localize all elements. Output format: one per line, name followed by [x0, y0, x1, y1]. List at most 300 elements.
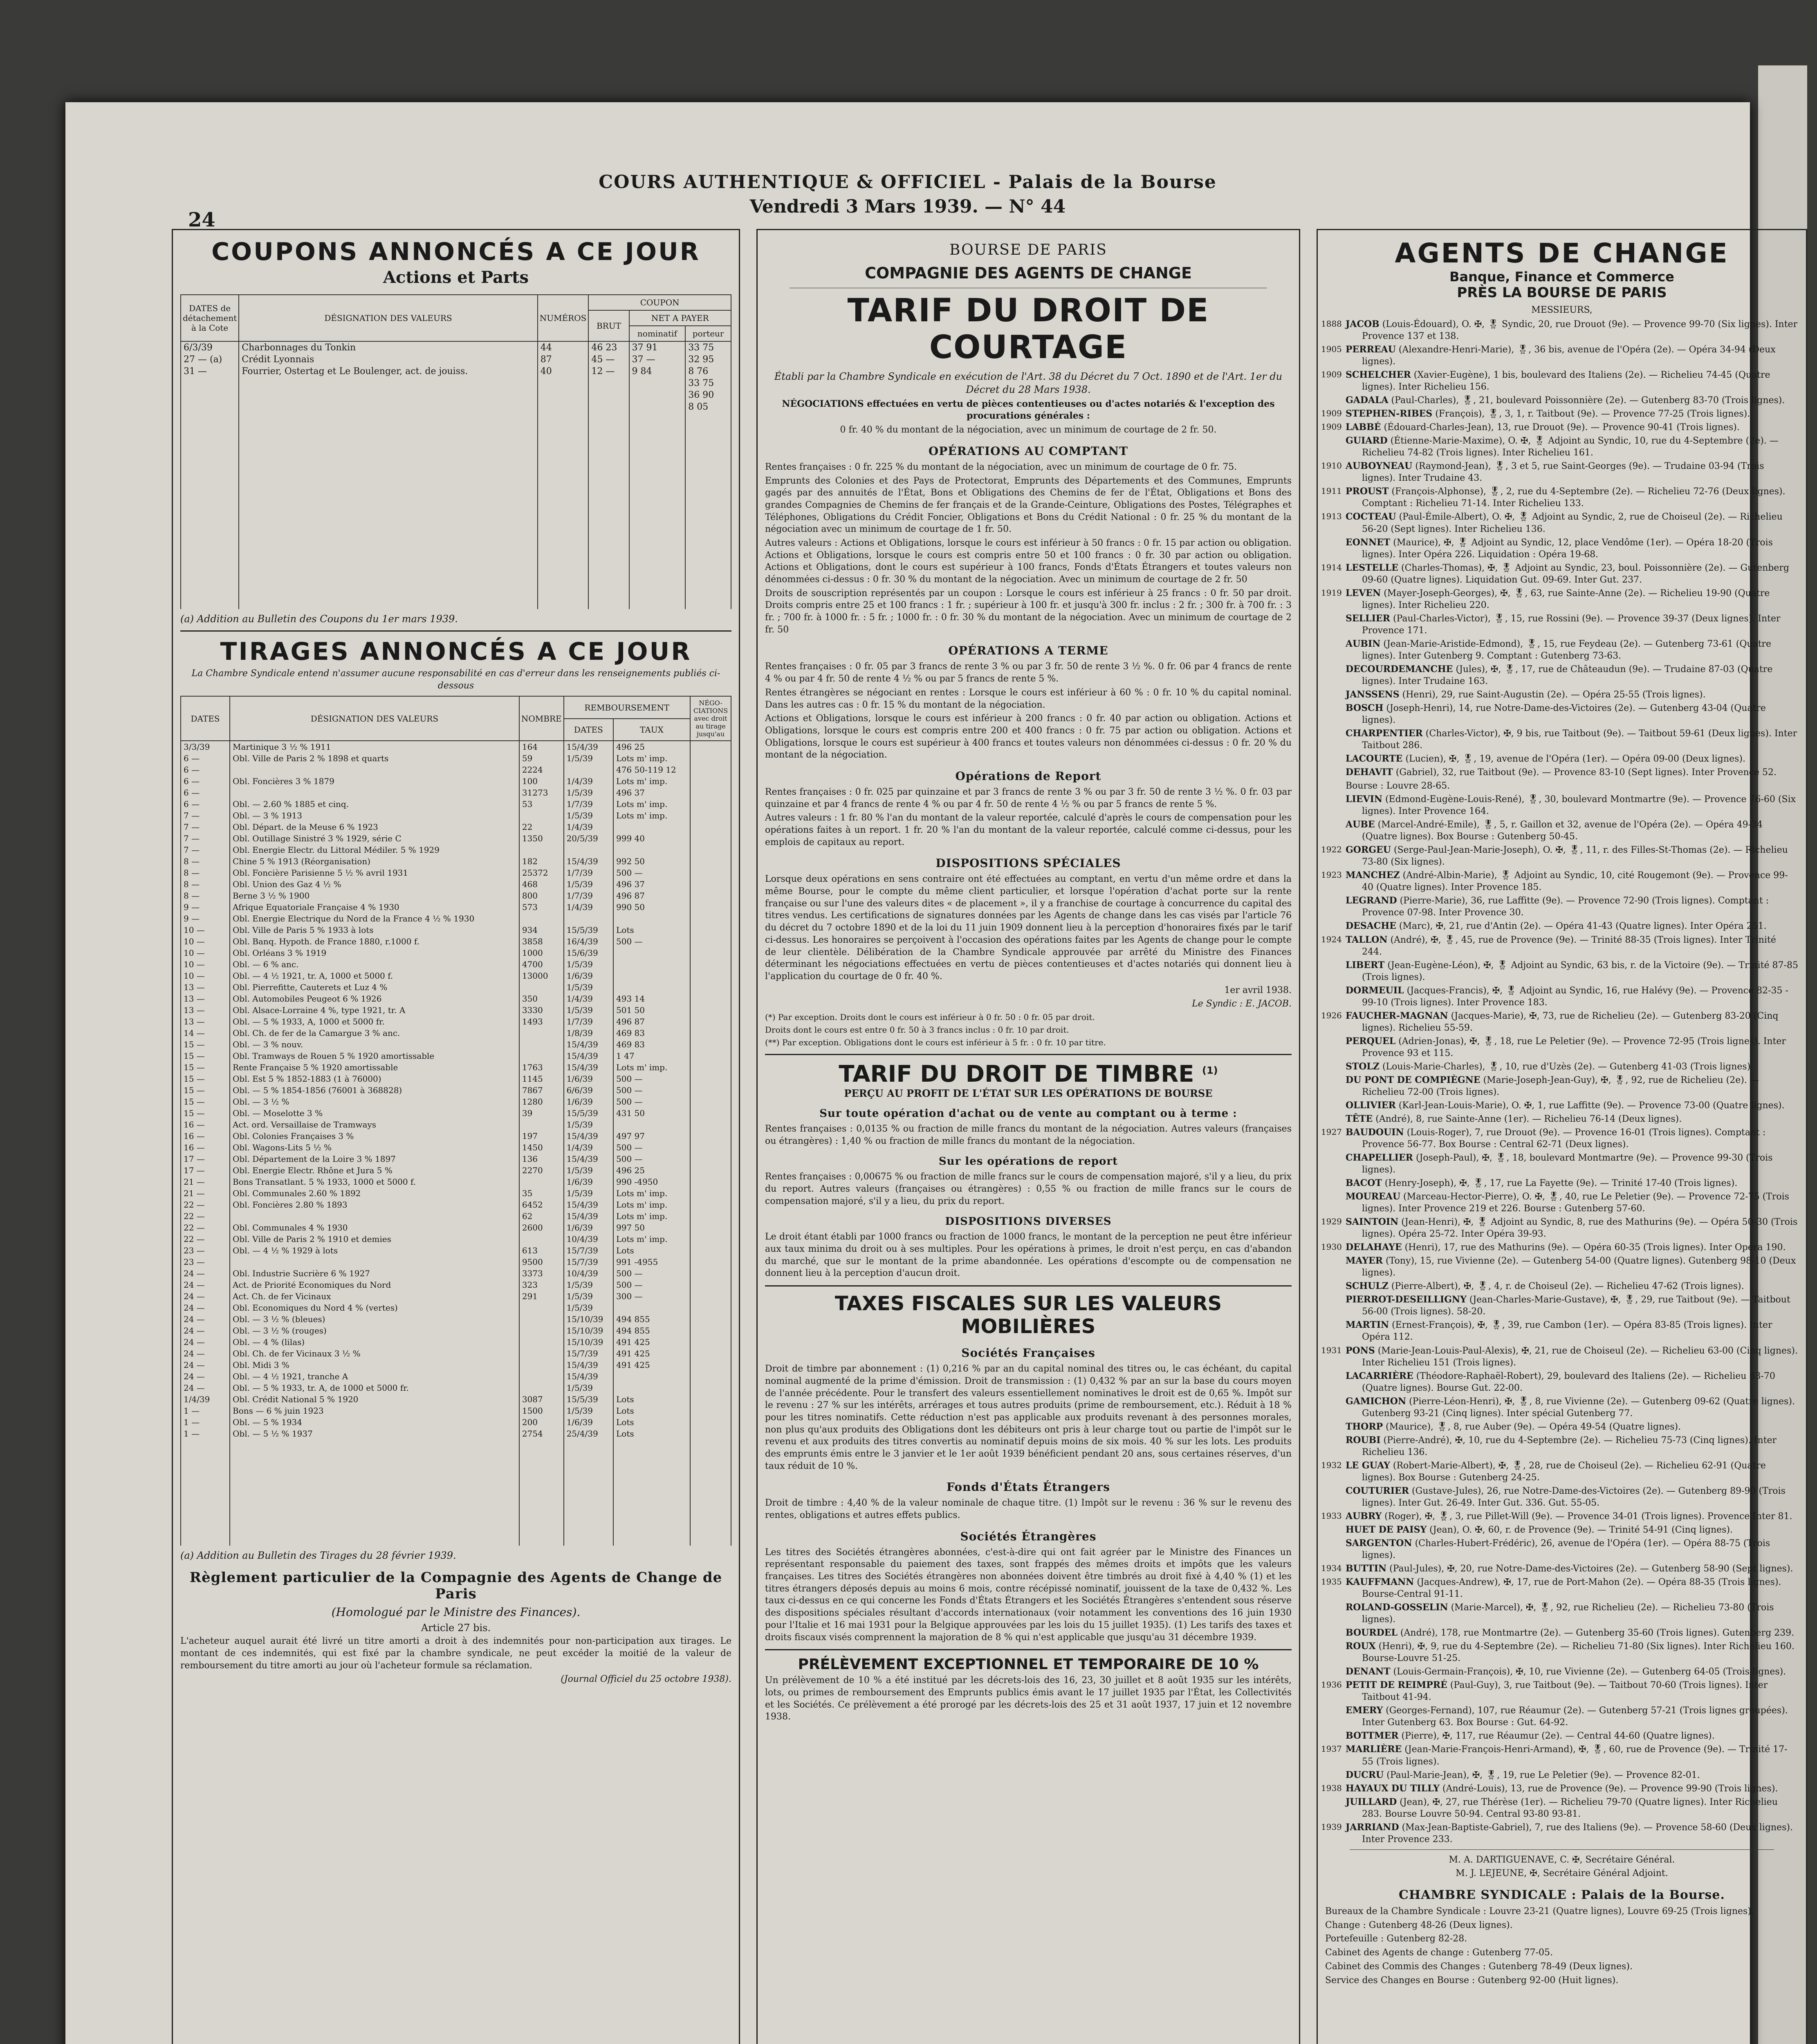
table-row — [181, 365, 731, 377]
agent-detail: (Paul-Charles), 🎖, 21, boulevard Poissonnière (2e). — Gutenberg 83-70 (Trois lignes). — [1391, 395, 1785, 406]
agent-detail: (Pierre-Léon-Henri), ✠, 🎖, 8, rue Vivienne (2e). — Gutenberg 09-62 (Quatre lignes). Gutenberg 93-21 (Cinq lignes). Inter spécial Gutenberg 77. — [1362, 1396, 1795, 1419]
table-row — [181, 1268, 731, 1279]
chambre-line-5: Cabinet des Commis des Changes : Gutenberg 78-49 (Deux lignes). — [1325, 1961, 1633, 1972]
tirage-name: Obl. — 4 ½ 1921, tranche A — [230, 1371, 519, 1382]
agent-detail: (Tony), 15, rue Vivienne (2e). — Gutenberg 54-00 (Quatre lignes). Gutenberg 98-10 (Deux lignes). — [1362, 1256, 1796, 1278]
list-item — [1333, 753, 1799, 765]
tirage-taux: Lots m' imp. — [613, 1233, 690, 1245]
tirage-taux: 990 -4950 — [613, 1176, 690, 1188]
agent-year: 1905 — [1321, 344, 1342, 354]
agent-detail: (Georges-Fernand), 107, rue Réaumur (2e). — Gutenberg 57-21 (Trois lignes groupées). Inter Gutenberg 63. Box Bourse : Gut. 64-92. — [1362, 1706, 1788, 1728]
table-row — [181, 1016, 731, 1027]
table-row — [181, 833, 731, 844]
timbre-text2: Rentes françaises : 0,00675 % ou fraction de mille francs sur le cours de compensation majoré, s'il y a lieu, du prix du report. Autres valeurs (françaises ou étrangères) : 0,55 % ou fraction de mille francs sur le cours de compensation majoré, s'il y a lieu, du prix du report. — [765, 1172, 1292, 1206]
tirage-nombre — [519, 1371, 564, 1382]
list-item — [1333, 663, 1799, 687]
tirage-nombre — [519, 1348, 564, 1359]
agent-detail: (Raymond-Jean), 🎖, 3 et 5, rue Saint-Georges (9e). — Trudaine 03-94 (Trois lignes). Inter Trudaine 43. — [1362, 461, 1764, 484]
agent-detail: (Max-Jean-Baptiste-Gabriel), 7, rue des Italiens (9e). — Provence 58-60 (Deux lignes). Inter Provence 233. — [1362, 1822, 1793, 1845]
tirage-remb-date: 15/5/39 — [564, 1394, 613, 1405]
list-item — [1321, 562, 1799, 586]
tirage-date: 1 — — [181, 1416, 230, 1428]
tirage-nombre: 100 — [519, 775, 564, 787]
coupons-col-brut: BRUT — [588, 310, 629, 341]
tirage-remb-date: 15/10/39 — [564, 1325, 613, 1336]
tirage-name: Act. de Priorité Economiques du Nord — [230, 1279, 519, 1291]
agent-name: OLLIVIER — [1346, 1100, 1396, 1111]
list-item — [1333, 1280, 1799, 1292]
tirage-date: 1 — — [181, 1428, 230, 1439]
agent-year: 1919 — [1321, 587, 1342, 598]
tirage-nombre: 200 — [519, 1416, 564, 1428]
tirage-date: 15 — — [181, 1073, 230, 1085]
tirage-name — [230, 787, 519, 798]
list-item — [1321, 1010, 1799, 1034]
agent-detail: Bourse : Louvre 28-65. — [1346, 781, 1450, 791]
agent-name: AUBE — [1346, 819, 1375, 830]
courtage-signed-by: Le Syndic : E. JACOB. — [1192, 999, 1292, 1009]
tirage-date: 16 — — [181, 1130, 230, 1142]
tirage-date: 8 — — [181, 890, 230, 901]
agent-year: 1927 — [1321, 1127, 1342, 1137]
coupon-nominatif: 37 91 — [629, 341, 686, 354]
courtage-footnote-1: (*) Par exception. Droits dont le cours est inférieur à 0 fr. 50 : 0 fr. 05 par droit. — [765, 1012, 1095, 1022]
list-item — [1333, 638, 1799, 662]
tirage-name: Obl. Communales 2.60 % 1892 — [230, 1188, 519, 1199]
page-header-title: COURS AUTHENTIQUE & OFFICIEL - Palais de la Bourse — [599, 172, 1217, 193]
chambre-line-4: Cabinet des Agents de change : Gutenberg 77-05. — [1325, 1948, 1553, 1958]
agent-detail: (Henri), ✠, 9, rue du 4-Septembre (2e). — Richelieu 71-80 (Six lignes). Inter Richelieu 160. Bourse-Louvre 51-25. — [1362, 1641, 1795, 1664]
table-row — [181, 1222, 731, 1233]
agent-name: PERREAU — [1346, 344, 1396, 355]
list-item — [1321, 587, 1799, 611]
taxes-sec-soc: Sociétés Étrangères — [960, 1529, 1097, 1543]
agent-detail: (Édouard-Charles-Jean), 13, rue Drouot (9e). — Provence 90-41 (Trois lignes). — [1384, 422, 1740, 433]
tirage-remb-date: 15/7/39 — [564, 1256, 613, 1268]
tirage-remb-date: 1/6/39 — [564, 1222, 613, 1233]
tirage-taux: 491 425 — [613, 1336, 690, 1348]
agent-year: 1938 — [1321, 1783, 1342, 1793]
table-row — [181, 1096, 731, 1107]
agent-name: SCHULZ — [1346, 1281, 1389, 1292]
tirage-nombre: 3373 — [519, 1268, 564, 1279]
agent-name: LIEVIN — [1346, 794, 1382, 805]
tirage-date: 14 — — [181, 1027, 230, 1039]
courtage-report-2: Autres valeurs : 1 fr. 80 % l'an du montant de la valeur reportée, calculé d'après le cours de compensation pour les opérations faites à un report. 1 fr. 20 % l'an du montant de la valeur reportée, calculé comme ci-dessus, pour les emplois de capitaux au report. — [765, 813, 1292, 847]
secretary-2: M. J. LEJEUNE, ✠, Secrétaire Général Adjoint. — [1456, 1868, 1668, 1879]
tirage-remb-date: 15/4/39 — [564, 1371, 613, 1382]
list-item — [1333, 1191, 1799, 1215]
list-item — [1333, 689, 1799, 701]
agent-name: DENANT — [1346, 1666, 1391, 1677]
list-item — [1321, 844, 1799, 868]
agent-detail: (Paul-Jules), ✠, 20, rue Notre-Dame-des-Victoires (2e). — Gutenberg 58-90 (Sept lignes). — [1389, 1564, 1793, 1574]
agent-name: DORMEUIL — [1346, 985, 1404, 996]
agent-name: LESTELLE — [1346, 562, 1398, 573]
taxes-etr-text: Droit de timbre : 4,40 % de la valeur nominale de chaque titre. (1) Impôt sur le revenu : 36 % sur le revenu des rentes, obligations et autres effets publics. — [765, 1498, 1292, 1521]
tirage-date: 6 — — [181, 753, 230, 764]
table-row — [181, 924, 731, 936]
agent-name: AUBOYNEAU — [1346, 461, 1413, 472]
tirage-nombre: 9500 — [519, 1256, 564, 1268]
tirage-nombre — [519, 1176, 564, 1188]
courtage-sec-terme: OPÉRATIONS A TERME — [948, 644, 1108, 658]
agent-name: JACOB — [1346, 319, 1380, 329]
coupon-name: Charbonnages du Tonkin — [239, 341, 538, 354]
bourse-heading: BOURSE DE PARIS — [949, 242, 1107, 258]
agent-detail: (Gabriel), 32, rue Taitbout (9e). — Provence 83-10 (Sept lignes). Inter Provence 52. — [1395, 767, 1777, 778]
agent-name: PERQUEL — [1346, 1035, 1396, 1047]
agent-detail: (Marie-Marcel), ✠, 🎖, 92, rue Richelieu (2e). — Richelieu 73-80 (Trois lignes). — [1362, 1602, 1774, 1625]
tirage-nombre — [519, 1359, 564, 1371]
tirage-date: 22 — — [181, 1233, 230, 1245]
tirage-taux: 991 -4955 — [613, 1256, 690, 1268]
list-item — [1333, 1100, 1799, 1112]
tirage-nombre: 59 — [519, 753, 564, 764]
tirage-nombre: 2270 — [519, 1165, 564, 1176]
timbre-sec1: Sur toute opération d'achat ou de vente au comptant ou à terme : — [819, 1107, 1237, 1120]
tirages-col-remb-dates: DATES — [564, 719, 613, 741]
agent-detail: (Henry-Joseph), ✠, 🎖, 17, rue La Fayette (9e). — Trinité 17-40 (Trois lignes). — [1384, 1178, 1738, 1189]
tirages-col-nombre: NOMBRE — [519, 696, 564, 741]
agent-name: DELAHAYE — [1346, 1242, 1402, 1253]
tirage-remb-date: 10/4/39 — [564, 1268, 613, 1279]
tirage-name: Obl. Foncières 2.80 % 1893 — [230, 1199, 519, 1210]
tirage-nombre — [519, 844, 564, 856]
tirage-taux: Lots m' imp. — [613, 1188, 690, 1199]
tirage-date: 10 — — [181, 936, 230, 947]
tirage-date: 23 — — [181, 1245, 230, 1256]
column-agents — [1317, 229, 1807, 2044]
tirage-name: Obl. Outillage Sinistré 3 % 1929, série C — [230, 833, 519, 844]
chambre-line-3: Portefeuille : Gutenberg 82-28. — [1325, 1934, 1467, 1944]
agent-name: JANSSENS — [1346, 689, 1400, 700]
tirage-remb-date: 15/7/39 — [564, 1245, 613, 1256]
tirage-nombre: 2754 — [519, 1428, 564, 1439]
tirage-taux: 469 83 — [613, 1039, 690, 1050]
tirage-name: Chine 5 % 1913 (Réorganisation) — [230, 856, 519, 867]
reglement-text: L'acheteur auquel aurait été livré un titre amorti a droit à des indemnités pour non-participation aux tirages. Le montant de ces indemnités, qui est fixé par la chambre syndicale, ne peut excéder la moitié de la valeur de remboursement du titre amorti au jour où l'acheteur formule sa réclamation. — [180, 1636, 731, 1671]
list-item — [1321, 511, 1799, 535]
table-row — [181, 901, 731, 913]
tirage-date: 7 — — [181, 821, 230, 833]
tirage-name: Obl. — 4 % (lilas) — [230, 1336, 519, 1348]
tirage-date: 24 — — [181, 1348, 230, 1359]
table-row — [181, 401, 731, 413]
tirage-name: Obl. Automobiles Peugeot 6 % 1926 — [230, 993, 519, 1004]
chambre-line-6: Service des Changes en Bourse : Gutenberg 92-00 (Huit lignes). — [1325, 1975, 1619, 1986]
tirage-nombre — [519, 1039, 564, 1050]
tirage-remb-date: 15/7/39 — [564, 1348, 613, 1359]
tirage-taux — [613, 959, 690, 970]
tirage-remb-date: 1/6/39 — [564, 1416, 613, 1428]
courtage-report-1: Rentes françaises : 0 fr. 025 par quinzaine et par 3 francs de rente 3 % ou par 3 fr. 50 de rente 3 ½ %. 0 fr. 03 par quinzaine et par 4 francs de rente 4 % ou par 4 fr. 50 de rente 4 ½ % ou par 5 francs de rente 5 %. — [765, 787, 1292, 809]
table-row — [181, 1050, 731, 1062]
tirage-taux: Lots m' imp. — [613, 798, 690, 810]
tirage-taux: 990 50 — [613, 901, 690, 913]
tirage-name: Obl. — 3 % 1913 — [230, 810, 519, 821]
tirage-remb-date: 15/6/39 — [564, 947, 613, 959]
tirage-remb-date: 1/5/39 — [564, 1279, 613, 1291]
courtage-nego-text: 0 fr. 40 % du montant de la négociation, avec un minimum de courtage de 2 fr. 50. — [840, 425, 1217, 435]
agent-name: GAMICHON — [1346, 1396, 1406, 1407]
tirages-disclaimer: La Chambre Syndicale entend n'assumer aucune responsabilité en cas d'erreur dans les renseignements publiés ci-dessous — [191, 668, 720, 691]
list-item — [1333, 1666, 1799, 1678]
agent-name: TALLON — [1346, 934, 1388, 945]
list-item — [1321, 408, 1799, 420]
tirage-remb-date: 1/5/39 — [564, 959, 613, 970]
courtage-dispo-text: Lorsque deux opérations en sens contraire ont été effectuées au comptant, en vertu d'un même ordre et dans la même Bourse, pour le compte du même client particulier, et lorsque l'opération d'achat porte sur la rente française ou sur l'une des valeurs dites « de placement », il y a franchise de courtage à concurrence du capital des titres vendus. Les certifications de signatures données par les Agents de change dans les cas visés par l'article 76 du décret du 7 octobre 1890 et de la loi du 11 juin 1909 donnent lieu à la perception d'honoraires fixés par le tarif ci-dessus. Les honoraires se perçoivent à l'occasion des opérations faites par les Agents de change pour le compte de leur clientèle. Délibération de la Chambre Syndicale approuvée par arrêté du Ministre des Finances déterminant les négociations effectuées en vertu de pièces contentieuses et d'actes notariés qui donnent lieu à l'application du courtage de 0 fr. 40 %. — [765, 874, 1292, 982]
table-row — [181, 1371, 731, 1382]
table-row — [181, 1416, 731, 1428]
agent-detail: (Marie-Joseph-Jean-Guy), ✠, 🎖, 92, rue de Richelieu (2e). — Richelieu 72-00 (Trois lignes). — [1362, 1075, 1759, 1097]
courtage-comptant-1: Rentes françaises : 0 fr. 225 % du montant de la négociation, avec un minimum de courtage de 0 fr. 75. — [765, 462, 1237, 472]
tirage-name: Obl. Foncière Parisienne 5 ½ % avril 1931 — [230, 867, 519, 879]
table-row — [181, 1359, 731, 1371]
list-item — [1321, 460, 1799, 484]
tirage-remb-date: 10/4/39 — [564, 1233, 613, 1245]
agent-detail: (Jules), ✠, 🎖, 17, rue de Châteaudun (9e). — Trudaine 87-03 (Quatre lignes). Inter Trudaine 163. — [1362, 664, 1773, 686]
column-tarifs — [756, 229, 1300, 2044]
prelevement-title: PRÉLÈVEMENT EXCEPTIONNEL ET TEMPORAIRE DE 10 % — [798, 1656, 1259, 1673]
coupon-num: 40 — [538, 365, 589, 377]
agent-name: MANCHEZ — [1346, 870, 1400, 881]
tirage-taux: 496 25 — [613, 741, 690, 753]
tirage-name: Obl. Colonies Françaises 3 % — [230, 1130, 519, 1142]
tirage-date: 24 — — [181, 1313, 230, 1325]
tirage-date: 8 — — [181, 856, 230, 867]
tirage-date: 16 — — [181, 1119, 230, 1130]
agent-name: LABBÉ — [1346, 422, 1381, 433]
reglement-title: Règlement particulier de la Compagnie des Agents de Change de Paris — [189, 1569, 722, 1602]
agent-detail: (Adrien-Jonas), ✠, 🎖, 18, rue Le Peletier (9e). — Provence 72-95 (Trois lignes). Inter Provence 93 et 115. — [1362, 1036, 1786, 1058]
coupon-date: 31 — — [181, 365, 239, 377]
agent-year: 1935 — [1321, 1577, 1342, 1587]
table-row — [181, 993, 731, 1004]
tirage-taux: 500 — — [613, 1096, 690, 1107]
agent-detail: (Louis-Édouard), O. ✠, 🎖 Syndic, 20, rue Drouot (9e). — Provence 99-70 (Six lignes). Inter Provence 137 et 138. — [1362, 319, 1798, 342]
agent-detail: (Charles-Hubert-Frédéric), 26, avenue de l'Opéra (1er). — Opéra 88-75 (Trois lignes). — [1362, 1538, 1770, 1560]
list-item — [1333, 1421, 1799, 1433]
agent-name: LEVEN — [1346, 587, 1381, 598]
tirage-nombre: 164 — [519, 741, 564, 753]
tirage-date: 15 — — [181, 1050, 230, 1062]
tirage-name: Obl. — 5 % 1934 — [230, 1416, 519, 1428]
tirage-nombre — [519, 1325, 564, 1336]
tirage-nombre — [519, 1313, 564, 1325]
agent-name: DEHAVIT — [1346, 767, 1393, 778]
tirage-remb-date: 1/7/39 — [564, 890, 613, 901]
agent-detail: (Jean-Marie-Aristide-Edmond), 🎖, 15, rue Feydeau (2e). — Gutenberg 73-61 (Quatre lignes). Inter Gutenberg 9. Comptant : Gutenberg 73-63. — [1362, 639, 1772, 661]
courtage-sec-report: Opérations de Report — [955, 769, 1101, 783]
tirage-taux: 431 50 — [613, 1107, 690, 1119]
timbre-subtitle: PERÇU AU PROFIT DE L'ÉTAT SUR LES OPÉRATIONS DE BOURSE — [844, 1087, 1213, 1099]
coupons-col-coupon: COUPON — [588, 295, 731, 310]
courtage-comptant-4: Droits de souscription représentés par un coupon : Lorsque le cours est inférieur à 25 francs : 0 fr. 50 par droit. Droits compris entre 25 et 100 francs : 1 fr. ; supérieur à 100 fr. et jusqu'à 300 fr. inclus : 2 fr. ; 300 fr. à 700 fr. : 3 fr. ; 700 fr. à 1000 fr. : 5 fr. ; 1000 fr. : 0 fr. 30 % du montant de la négociation. Avec un minimum de courtage de 2 fr. 50 — [765, 588, 1292, 635]
agent-name: DUCRU — [1346, 1769, 1384, 1780]
tirage-name: Martinique 3 ½ % 1911 — [230, 741, 519, 753]
tirage-nombre — [519, 1027, 564, 1039]
tirage-name: Obl. Union des Gaz 4 ½ % — [230, 879, 519, 890]
list-item — [1333, 1537, 1799, 1561]
tirage-date: 13 — — [181, 1004, 230, 1016]
tirage-nombre: 2600 — [519, 1222, 564, 1233]
tirage-nombre: 136 — [519, 1153, 564, 1165]
tirage-remb-date: 1/4/39 — [564, 821, 613, 833]
agent-name: LEGRAND — [1346, 895, 1397, 906]
tirage-nombre: 1763 — [519, 1062, 564, 1073]
tirage-nombre: 3087 — [519, 1394, 564, 1405]
agent-detail: (André), ✠, 🎖, 45, rue de Provence (9e). — Trinité 88-35 (Trois lignes). Inter Trinité 244. — [1362, 935, 1776, 957]
tirage-name: Berne 3 ½ % 1900 — [230, 890, 519, 901]
tirage-date: 10 — — [181, 959, 230, 970]
coupons-subtitle: Actions et Parts — [383, 268, 529, 287]
table-row — [181, 1325, 731, 1336]
tirage-remb-date: 1/5/39 — [564, 1382, 613, 1394]
tirage-date: 24 — — [181, 1382, 230, 1394]
table-row — [181, 1256, 731, 1268]
list-item — [1321, 1576, 1799, 1600]
tirage-remb-date: 1/4/39 — [564, 993, 613, 1004]
list-item — [1333, 1796, 1799, 1820]
reglement-article: Article 27 bis. — [421, 1622, 491, 1634]
table-row — [181, 1394, 731, 1405]
tirage-nombre: 31273 — [519, 787, 564, 798]
tirage-taux: 476 50-119 12 — [613, 764, 690, 775]
agent-name: COCTEAU — [1346, 511, 1396, 522]
list-item — [1333, 1627, 1799, 1639]
tirage-remb-date: 1/5/39 — [564, 1302, 613, 1313]
tirage-taux: Lots — [613, 1405, 690, 1416]
agent-detail: (Maurice), 🎖, 8, rue Auber (9e). — Opéra 49-54 (Quatre lignes). — [1386, 1421, 1681, 1432]
column-coupons-tirages — [172, 229, 740, 2044]
tirage-name: Obl. Ville de Paris 2 % 1898 et quarts — [230, 753, 519, 764]
agent-year: 1914 — [1321, 562, 1342, 572]
table-row — [181, 856, 731, 867]
tirage-name — [230, 764, 519, 775]
list-item — [1333, 1524, 1799, 1536]
timbre-text3: Le droit étant établi par 1000 francs ou fraction de 1000 francs, le montant de la perception ne peut être inférieur aux taux minima du droit ou à ses multiples. Pour les opérations à primes, le droit n'est perçu, en cas d'abandon du marché, que sur le montant de la prime abandonnée. Les opérations d'escompte ou de compensation ne donnent lieu à la perception d'aucun droit. — [765, 1232, 1292, 1279]
table-row — [181, 1279, 731, 1291]
tirage-remb-date — [564, 913, 613, 924]
agent-detail: (Marceau-Hector-Pierre), O. ✠, 🎖, 40, rue Le Peletier (9e). — Provence 72-75 (Trois lignes). Inter Provence 219 et 226. Bourse : Gutenberg 57-60. — [1362, 1192, 1789, 1214]
tirage-nombre: 197 — [519, 1130, 564, 1142]
timbre-sec2: Sur les opérations de report — [938, 1155, 1118, 1168]
list-item — [1333, 613, 1799, 637]
courtage-signed-date: 1er avril 1938. — [1224, 985, 1292, 995]
tirage-date: 24 — — [181, 1268, 230, 1279]
agent-name: DU PONT DE COMPIÈGNE — [1346, 1074, 1481, 1085]
courtage-footnote-2: Droits dont le cours est entre 0 fr. 50 à 3 francs inclus : 0 fr. 10 par droit. — [765, 1024, 1069, 1035]
table-row — [181, 1291, 731, 1302]
timbre-title: TARIF DU DROIT DE TIMBRE — [839, 1060, 1194, 1087]
table-row — [181, 775, 731, 787]
table-row — [181, 1348, 731, 1359]
tirage-taux: 992 50 — [613, 856, 690, 867]
agent-name: BUTTIN — [1346, 1563, 1387, 1574]
tirage-remb-date: 15/5/39 — [564, 1107, 613, 1119]
tirage-taux: Lots m' imp. — [613, 753, 690, 764]
courtage-nego-title: NÉGOCIATIONS effectuées en vertu de pièces contentieuses ou d'actes notariés & l'exception des procurations générales : — [782, 398, 1275, 421]
list-item — [1321, 344, 1799, 368]
table-row — [181, 947, 731, 959]
tirage-nombre: 934 — [519, 924, 564, 936]
table-row — [181, 741, 731, 753]
list-item — [1333, 766, 1799, 778]
tirage-date: 6 — — [181, 775, 230, 787]
coupons-col-nominatif: nominatif — [629, 326, 686, 341]
tirage-taux — [613, 913, 690, 924]
tirage-nombre: 25372 — [519, 867, 564, 879]
coupons-col-dates: DATES de détachement à la Cote — [181, 295, 239, 341]
agent-detail: (Pierre-André), ✠, 10, rue du 4-Septembre (2e). — Richelieu 75-73 (Cinq lignes). Inter Richelieu 136. — [1362, 1435, 1777, 1457]
agent-year: 1924 — [1321, 934, 1342, 944]
tirage-taux: Lots — [613, 1416, 690, 1428]
tirage-remb-date: 1/4/39 — [564, 1142, 613, 1153]
agent-detail: (Jacques-Marie), ✠, 73, rue de Richelieu (2e). — Gutenberg 83-20 (Cinq lignes). Richelieu 55-59. — [1362, 1011, 1779, 1033]
tirage-taux — [613, 1382, 690, 1394]
tirage-nombre — [519, 1119, 564, 1130]
agent-detail: (Jean-Henri), ✠, 🎖 Adjoint au Syndic, 8, rue des Mathurins (9e). — Opéra 50-30 (Trois lignes). Opéra 25-72. Inter Opéra 39-93. — [1362, 1217, 1798, 1239]
coupon-porteur-extra: 8 05 — [685, 401, 731, 413]
list-item — [1321, 421, 1799, 433]
table-row — [181, 1336, 731, 1348]
tirage-nombre: 350 — [519, 993, 564, 1004]
agent-detail: (André), 178, rue Montmartre (2e). — Gutenberg 35-60 (Trois lignes). Gutenberg 239. — [1400, 1628, 1795, 1638]
agent-year: 1926 — [1321, 1010, 1342, 1020]
courtage-intro: Établi par la Chambre Syndicale en exécution de l'Art. 38 du Décret du 7 Oct. 1890 et de l'Art. 1er du Décret du 28 Mars 1938. — [774, 371, 1283, 396]
coupons-col-numeros: NUMÉROS — [538, 295, 589, 341]
tirage-nombre — [519, 1382, 564, 1394]
list-item — [1321, 1744, 1799, 1767]
tirage-taux: 494 855 — [613, 1325, 690, 1336]
tirage-name: Bons Transatlant. 5 % 1933, 1000 et 5000 f. — [230, 1176, 519, 1188]
agent-detail: (Jean), ✠, 27, rue Thérèse (1er). — Richelieu 79-70 (Quatre lignes). Inter Richelieu 283. Bourse Louvre 50-94. Central 93-80 93-81. — [1362, 1797, 1778, 1819]
tirage-taux: Lots m' imp. — [613, 1062, 690, 1073]
agent-name: SCHELCHER — [1346, 370, 1411, 381]
tirage-remb-date: 1/7/39 — [564, 1016, 613, 1027]
tirage-date: 15 — — [181, 1039, 230, 1050]
tirage-remb-date: 15/4/39 — [564, 1050, 613, 1062]
tirage-taux: Lots m' imp. — [613, 1199, 690, 1210]
tirage-date: 24 — — [181, 1336, 230, 1348]
coupons-note: (a) Addition au Bulletin des Coupons du 1er mars 1939. — [180, 613, 458, 625]
table-row — [181, 879, 731, 890]
list-item — [1321, 1822, 1799, 1845]
agent-detail: (Paul-Guy), 3, rue Taitbout (9e). — Taitbout 70-60 (Trois lignes). Inter Taitbout 41-94. — [1362, 1680, 1768, 1703]
tirages-col-dates: DATES — [181, 696, 230, 741]
tirage-name: Obl. — 5 ½ % 1937 — [230, 1428, 519, 1439]
tirage-taux — [613, 821, 690, 833]
tirage-date: 24 — — [181, 1291, 230, 1302]
tirage-nombre: 13000 — [519, 970, 564, 982]
table-row — [181, 982, 731, 993]
agent-detail: (Maurice), ✠, 🎖 Adjoint au Syndic, 12, place Vendôme (1er). — Opéra 18-20 (Trois lignes). Inter Opéra 226. Liquidation : Opéra 19-68. — [1362, 537, 1773, 560]
agent-name: STOLZ — [1346, 1061, 1380, 1072]
reglement-subtitle: (Homologué par le Ministre des Finances). — [331, 1605, 581, 1619]
tirage-taux: 496 37 — [613, 879, 690, 890]
tirage-name: Act. ord. Versaillaise de Tramways — [230, 1119, 519, 1130]
tirage-taux: 500 — — [613, 1085, 690, 1096]
list-item — [1321, 1216, 1799, 1240]
tirage-taux: 500 — — [613, 1153, 690, 1165]
tirage-nombre: 800 — [519, 890, 564, 901]
table-row — [181, 1153, 731, 1165]
tirage-nombre: 7867 — [519, 1085, 564, 1096]
tirage-date: 10 — — [181, 947, 230, 959]
agent-year: 1909 — [1321, 408, 1342, 419]
agent-year: 1923 — [1321, 870, 1342, 880]
